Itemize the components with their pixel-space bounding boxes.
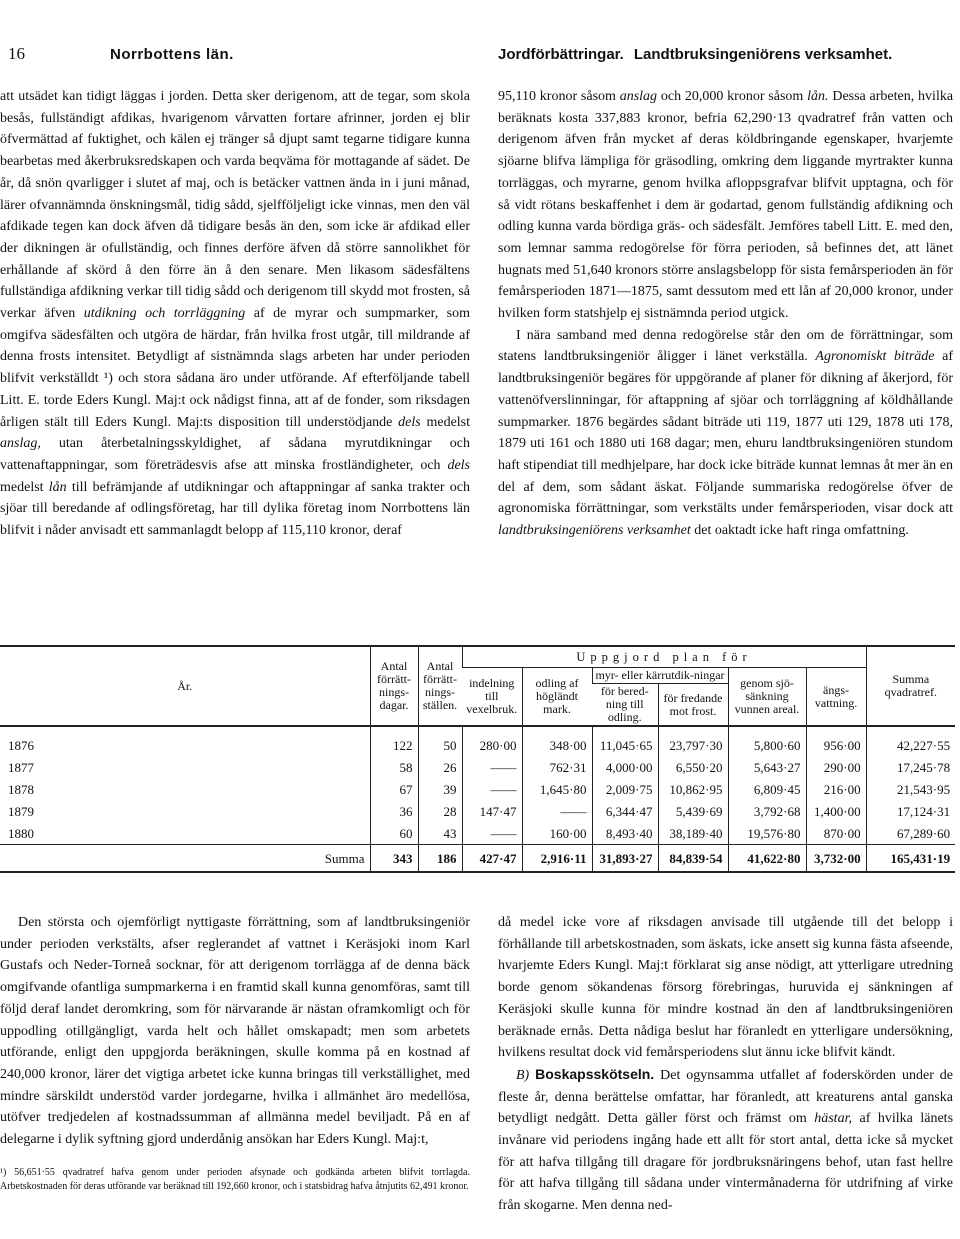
column-bottom-right [498,912,953,1217]
paragraph: 95,110 kronor såsom anslag och 20,000 kronor såsom lån. Dessa arbeten, hvilka beräknats kosta 337,883 kronor, befria 62,290·13 qvadratref från vatten och derigenom äfven från mycket af deras köldbringande egenskaper, hvarjemte sjöarne blifva lämpliga för gräsodling, omkring dem liggande myrtrakter kunna torrläggas, och myrarne, genom hvilka afloppsgrafvar blifvit upptagna, och för så vidt rötans beskaffenhet i dem är godartad, genom fullständig afdikning och odling kunna varda bördiga gräs- och sädesfält. Jemföres tabell Litt. E. med den, som lemnar samma redogörelse för förra perioden, så befinnes det, att länet hugnats med 51,640 kronors större anslagsbelopp för sista femårsperioden än för femårsperioden 1871—1875, samt dessutom med ett lån af 20,000 kronor, under hvilken form statshjelp ej sistnämnda period utgick. [498,89,954,322]
running-head-right [498,46,892,63]
col-header-summa: Summa qvadratref. [866,646,955,726]
running-head-right-b: Landtbruksingeniörens verksamhet. [633,46,893,63]
table-row: 1877 58 26 —— 762·31 4,000·00 6,550·20 5,643·27 290·00 17,245·78 [0,756,955,778]
running-head-right-a: Jordförbättringar. [498,46,624,63]
col-header-myr: myr- eller kärrutdik-ningar [592,668,728,684]
col-header-fred: för fredande mot frost. [658,684,728,727]
agronomic-work-table [0,645,955,873]
column-bottom-left [0,912,470,1151]
col-header-year: År. [0,646,370,726]
col-header-indelning: indelning till vexelbruk. [466,676,518,716]
paragraph: då medel icke vore af riksdagen anvisade till utgående till det belopp i förhållande till arbetskostnaden, som äskats, icke ansett sig kunna fästa afseende, hvarjemte Eders Kungl. Maj:t förklarat sig anse nödigt, att ytterligare utredning borde genom sökandenas försorg förebringas, huruvida ej sänkningen af Keräsjoki skulle kunna för mindre kostnad än den af landtbruksingeniören beräknade ernås. Detta nådiga beslut har föranledt en ytterligare undersökning, hvilkens resultat dock vid femårsperiodens slut ännu icke blifvit kändt. [498,915,953,1061]
col-header-angsvattning: ängs-vattning. [806,668,866,727]
col-header-bered: för bered-ning till odling. [600,684,649,724]
table-row: 1878 67 39 —— 1,645·80 2,009·75 10,862·95 6,809·45 216·00 21,543·95 [0,778,955,800]
table-row: 1876 122 50 280·00 348·00 11,045·65 23,797·30 5,800·60 956·00 42,227·55 [0,726,955,756]
paragraph: B) Boskapsskötseln. Det ogynsamma utfallet af foderskörden under de fleste år, denna berättelse omfattar, har föranledt, att kreaturens antal ganska betydligt nedgått. Detta gäller först och främst om hästar, af hvilka länets invånare vid periodens ingång hade ett allt för stort antal, detta icke så mycket för att hafva tillgång till dragare för jordbruksnäringens behof, utan fast hellre för att hafva tillgång till sådana under vintermånaderna för utdrifning af virke från skogarne. Men denna ned- [498,1065,954,1214]
page-number: 16 [8,44,25,63]
paragraph: Den största och ojemförligt nyttigaste förrättning, som af landtbruksingeniör under perioden verkstälts, afser reglerandet af vattnet i Keräsjoki inom Karl Gustafs och Neder-Torneå socknar, för att derigenom torrlägga af de denna bäck omgifvande ofantliga sumpmarkerna i en framtid skall kunna genomföras, samt till följd deraf landet deromkring, som för närvarande är nästan oframkomligt och för uppodling otillgängligt, varda helt och hållet omskapadt; men som arbetets utförande, enligt den uppgjorda beräkningen, skulle komma på en kostnad af 240,000 kronor, lärer det vigtiga arbetet icke kunna bringas till verkställighet, med mindre särskildt understöd varder jordegarne, hvilka i allmänhet äro medellösa, utöfver tredjedelen af kostnadssumman af allmänna medel beviljadt. På en af delegarne i dylik syftning gjord underdånig ansökan har Eders Kungl. Maj:t, [0,915,470,1148]
paragraph: att utsädet kan tidigt läggas i jorden. Detta sker derigenom, att de tegar, som skola besås, fullständigt afdikas, hvarigenom vårvatten fortare afrinner, jorden ej blir öfvermättad af fuktighet, och kälen ej tränger så djupt samt tegarne tidigare kunna bearbetas med åkerbruksredskapen och varda beqväma för mottagande af sädet. De år, då snön qvarligger i slutet af maj, och is betäcker vattnen ända in i juni månad, lärer ofvannämnda önskningsmål, tidig sådd, sjelfföljeligt icke vinnas, men den väl afdikade tegen kan dock äfven då tidigare besås än den, som icke är afdikad eller der dikningen är ofullständig, och finnes derföre äfven då större sannolikhet för erhållande af skörd å den förre än å den senare. Men likasom sädesfältens fullständiga afdikning verkar till tidig sådd och derigenom till skydd mot frosten, så verkar äfven utdikning och torrläggning af de myrar och sumpmarker, som omgifva sädesfälten och utgöra de härdar, från hvilka frost utgår, till mildrande af denna frosts intensitet. Betydligt af sistnämnda slags arbeten har under perioden blifvit verkställdt ¹) och stora sådana äro under utförande. Af efterföljande tabell Litt. E. torde Eders Kungl. Maj:t ock nådigst finna, att af de fonder, som riksdagen årligen stält till Eders Kungl. Maj:ts disposition till understödjande dels medelst anslag, utan återbetalningsskyldighet, af sådana myrutdikningar och vattenaftappningar, som företrädesvis afse att minska frostländigheter, och dels medelst lån till befrämjande af utdikningar och aftappningar af sanka trakter och sjöar till beredande af odlingsföretag, har till dylika företag inom Norrbottens län blifvit i nåder anvisadt ett sammanlagdt belopp af 115,110 kronor, deraf [0,89,471,539]
table-row: 1879 36 28 147·47 —— 6,344·47 5,439·69 3,792·68 1,400·00 17,124·31 [0,800,955,822]
col-header-sjosankning: genom sjö-sänkning vunnen areal. [728,668,806,727]
col-header-days: Antal förrätt-nings-dagar. [370,646,418,726]
table-row: 1880 60 43 —— 160·00 8,493·40 38,189·40 19,576·80 870·00 67,289·60 [0,822,955,845]
col-header-odling: odling af högländt mark. [522,668,592,727]
paragraph: I nära samband med denna redogörelse står den om de förrättningar, som statens landtbruksingeniör åligger i länet verkställa. Agronomiskt biträde af landtbruksingeniör begäres för uppgörande af planer för dikning af åkerjord, för vattenöfverslinningar, för aftappning af sjöar och torrläggning af köldhållande sumpmarker. 1876 begärdes sådant biträde uti 119, 1877 uti 129, 1878 uti 178, 1879 uti 161 och 1880 uti 168 dagar; men, ehuru landtbruksingeniören stundom haft stipendiat till medhjelpare, har dock icke biträde kunnat lemnas åt mer än en del af dem, som sådant äskat. Följande summariska redogörelse öfver de agronomiska förrättningar, som verkstälts under femårsperioden, visar dock att landtbruksingeniörens verksamhet det oaktadt icke haft ringa omfattning. [498,327,953,539]
running-head-left: Norrbottens län. [110,46,234,63]
col-header-places: Antal förrätt-nings-ställen. [418,646,462,726]
col-header-group: Uppgjord plan för [462,646,866,668]
section-heading: Boskapsskötseln. [535,1065,655,1082]
footnote: ¹) 56,651·55 qvadratref hafva genom under perioden afsynade och godkända arbeten blifvit torrlagda. Arbetskostnaden för deras utförande var beräknad till 192,660 kronor, och i statsbidrag hafva åtnjutits 62,491 kronor. [0,1167,470,1192]
section-label: B) [516,1067,530,1083]
table-sum-row: Summa 343 186 427·47 2,916·11 31,893·27 84,839·54 41,622·80 3,732·00 165,431·19 [0,845,955,873]
column-top-left [0,86,470,542]
column-top-right [498,86,953,542]
